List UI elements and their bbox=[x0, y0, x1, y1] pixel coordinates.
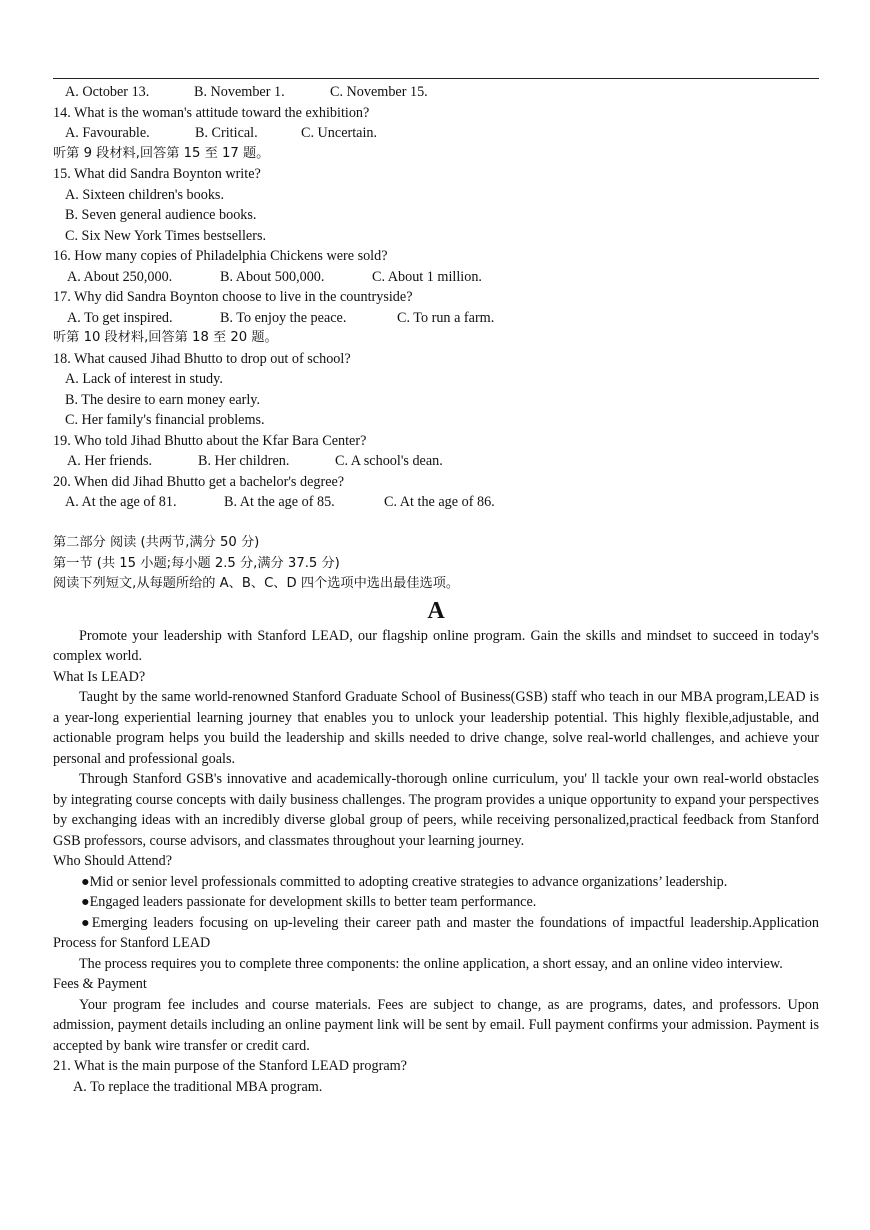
q13-option-b: B. November 1. bbox=[194, 84, 285, 100]
q19-options bbox=[53, 451, 819, 472]
what-is-lead-paragraph-2: Through Stanford GSB's innovative and academically-thorough online curriculum, you' ll tackle your own real-world obstacles by integrating course concepts with daily business challenges. The program provides a unique opportunity to expand your perspectives by exchanging ideas with an incredibly diverse global group of peers, while receiving personalized,practical feedback from Stanford GSB professors, course advisors, and classmates throughout your learning journey. bbox=[53, 771, 819, 849]
q20-option-c: C. At the age of 86. bbox=[384, 494, 495, 510]
attend-bullet-1: ●Mid or senior level professionals committed to adopting creative strategies to advance organizations’ leadership. bbox=[81, 873, 728, 890]
q20-options bbox=[53, 492, 819, 513]
fees-paragraph: Your program fee includes and course materials. Fees are subject to change, as are programs, dates, and professors. Upon admission, payment details including an online payment link will be sent by email. Full payment confirms your admission. Payment is accepted by bank wire transfer or credit card. bbox=[53, 996, 819, 1054]
q16-options bbox=[53, 267, 819, 288]
attend-bullet-2: ●Engaged leaders passionate for development skills to better team performance. bbox=[81, 894, 537, 910]
q21-stem: 21. What is the main purpose of the Stanford LEAD program? bbox=[53, 1058, 407, 1074]
q18-option-b: B. The desire to earn money early. bbox=[65, 391, 261, 408]
section10-instruction: 听第 10 段材料,回答第 18 至 20 题。 bbox=[53, 330, 278, 345]
q21-option-a: A. To replace the traditional MBA program. bbox=[73, 1078, 323, 1095]
q14-option-b: B. Critical. bbox=[195, 125, 258, 141]
q15-stem: 15. What did Sandra Boynton write? bbox=[53, 166, 261, 182]
q18-option-a: A. Lack of interest in study. bbox=[65, 371, 223, 387]
exam-content bbox=[53, 82, 819, 1097]
q17-stem: 17. Why did Sandra Boynton choose to live in the countryside? bbox=[53, 289, 413, 305]
q17-option-b: B. To enjoy the peace. bbox=[220, 309, 347, 326]
header-rule bbox=[53, 78, 819, 79]
q19-stem: 19. Who told Jihad Bhutto about the Kfar Bara Center? bbox=[53, 432, 367, 449]
spacer bbox=[53, 513, 819, 534]
q17-option-a: A. To get inspired. bbox=[67, 309, 173, 326]
q19-option-c: C. A school's dean. bbox=[335, 453, 443, 469]
reading-section-title: 第一节 (共 15 小题;每小题 2.5 分,满分 37.5 分) bbox=[53, 555, 340, 571]
q17-options bbox=[53, 308, 819, 329]
q16-stem: 16. How many copies of Philadelphia Chickens were sold? bbox=[53, 248, 388, 264]
section9-instruction: 听第 9 段材料,回答第 15 至 17 题。 bbox=[53, 145, 270, 161]
reading-part-title: 第二部分 阅读 (共两节,满分 50 分) bbox=[53, 535, 260, 550]
who-should-attend-heading: Who Should Attend? bbox=[53, 853, 173, 869]
q18-stem: 18. What caused Jihad Bhutto to drop out of school? bbox=[53, 350, 351, 367]
q14-options bbox=[53, 123, 819, 144]
what-is-lead-paragraph-1: Taught by the same world-renowned Stanford Graduate School of Business(GSB) staff who teach in our MBA program,LEAD is a year-long experiential learning journey that enables you to unlock your leadership potential. This highly flexible,adjustable, and actionable program helps you build the leadership and skills needed to drive change, solve real-world challenges, and achieve your personal and professional goals. bbox=[53, 689, 819, 767]
fees-heading: Fees & Payment bbox=[53, 976, 147, 992]
application-process-paragraph: The process requires you to complete three components: the online application, a short essay, and an online video interview. bbox=[79, 955, 783, 972]
q20-stem: 20. When did Jihad Bhutto get a bachelor's degree? bbox=[53, 473, 345, 490]
attend-bullet-3: ●Emerging leaders focusing on up-leveling their career path and master the foundations of impactful leadership.Application Process for Stanford LEAD bbox=[53, 914, 819, 951]
q19-option-b: B. Her children. bbox=[198, 453, 290, 469]
q16-option-a: A. About 250,000. bbox=[67, 268, 173, 285]
q15-option-a: A. Sixteen children's books. bbox=[65, 186, 224, 203]
q19-option-a: A. Her friends. bbox=[67, 453, 153, 469]
q17-option-c: C. To run a farm. bbox=[397, 309, 495, 326]
q13-option-a: A. October 13. bbox=[65, 84, 150, 100]
q18-option-c: C. Her family's financial problems. bbox=[65, 412, 265, 428]
q16-option-c: C. About 1 million. bbox=[372, 268, 482, 285]
passage-label: A bbox=[427, 597, 445, 624]
q14-stem: 14. What is the woman's attitude toward the exhibition? bbox=[53, 104, 370, 121]
reading-instruction: 阅读下列短文,从每题所给的 A、B、C、D 四个选项中选出最佳选项。 bbox=[53, 576, 460, 591]
q20-option-b: B. At the age of 85. bbox=[224, 494, 335, 510]
q15-option-b: B. Seven general audience books. bbox=[65, 207, 257, 223]
q15-option-c: C. Six New York Times bestsellers. bbox=[65, 227, 267, 244]
q13-option-c: C. November 15. bbox=[330, 84, 428, 100]
what-is-lead-heading: What Is LEAD? bbox=[53, 668, 146, 685]
q14-option-a: A. Favourable. bbox=[65, 125, 150, 141]
q14-option-c: C. Uncertain. bbox=[301, 125, 378, 141]
q13-options bbox=[53, 82, 819, 103]
passage-intro: Promote your leadership with Stanford LEAD, our flagship online program. Gain the skills and mindset to succeed in today's complex world. bbox=[53, 627, 819, 664]
q20-option-a: A. At the age of 81. bbox=[65, 494, 177, 510]
q16-option-b: B. About 500,000. bbox=[220, 268, 325, 285]
